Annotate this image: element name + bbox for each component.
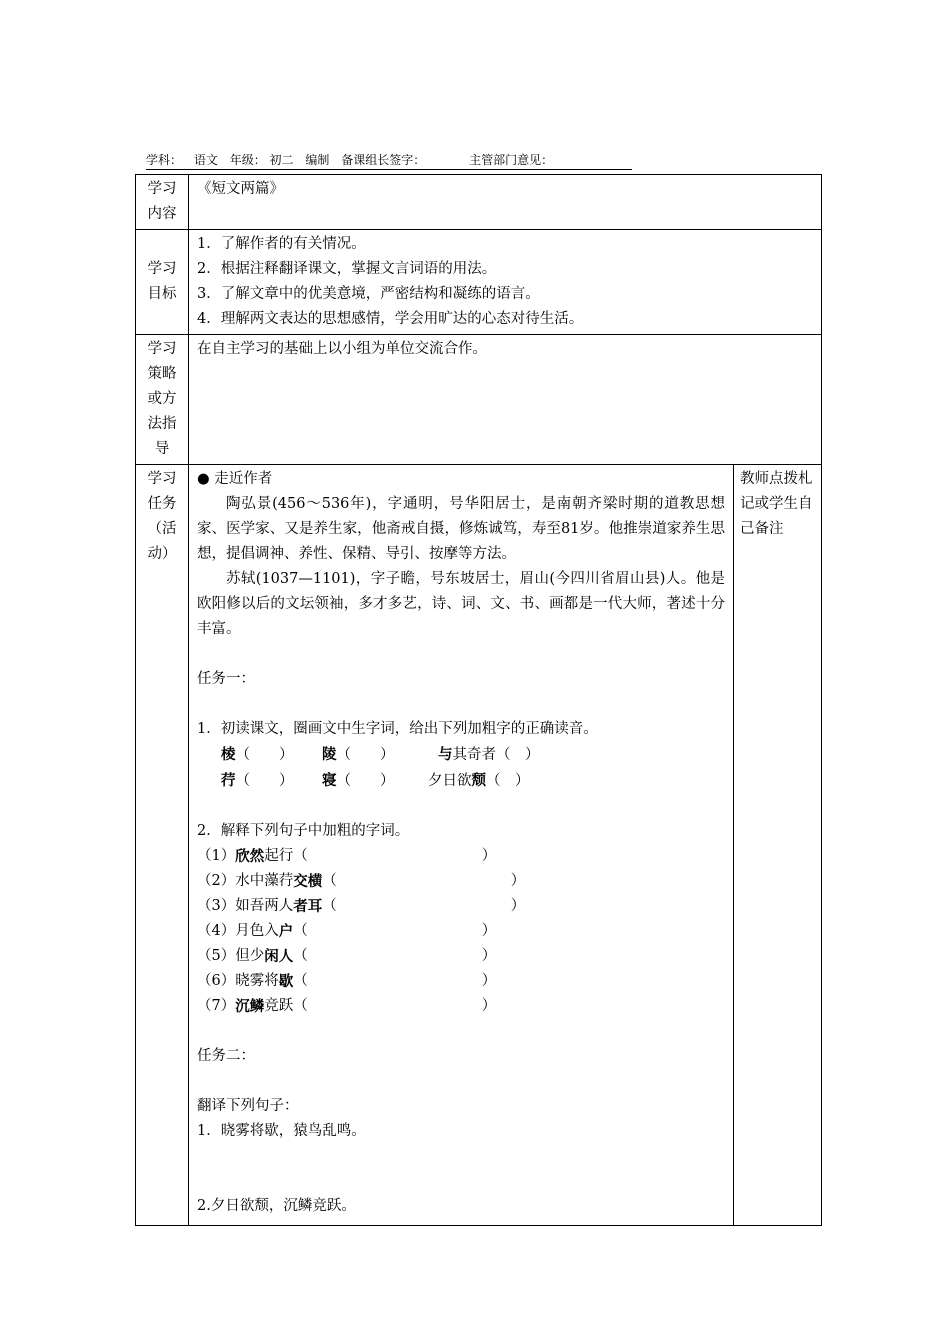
pron-item: 陵（ ） [322,746,395,763]
translate-item-2: 2.夕日欲颓，沉鳞竞跃。 [197,1198,356,1214]
label-line: 法指 [147,416,177,432]
grade-label: 年级： [229,153,266,167]
task1-question2: 2．解释下列句子中加粗的字词。 [197,823,410,839]
label-line: （活 [147,521,177,537]
pron-item: 荇（ ） [221,772,294,789]
explain-item: （2） 水中藻荇 交横 （ ） [197,873,526,890]
label-line: 任务 [147,496,177,512]
label-line: 学习 [147,181,177,197]
row-goals [136,230,822,335]
content-cell [189,175,822,230]
label-strategy [136,335,189,465]
goal-item: 2．根据注释翻译课文，掌握文言词语的用法。 [197,261,497,277]
row-tasks [136,465,822,1226]
goal-item: 1．了解作者的有关情况。 [197,236,366,252]
goal-item: 3．了解文章中的优美意境，严密结构和凝练的语言。 [197,286,540,302]
grade-value: 初二 [269,153,294,167]
row-strategy [136,335,822,465]
pron-item: 寝（ ） [322,772,395,789]
notes-label: 教师点拨札记或学生自己备注 [740,471,813,537]
explain-item: （5） 但少 闲人 （ ） [197,948,497,965]
label-line: 策略 [147,366,177,382]
goal-item: 4．理解两文表达的思想感情，学会用旷达的心态对待生活。 [197,311,584,327]
page-header [146,152,632,170]
author-bio-su: 苏轼(1037—1101)，字子瞻，号东坡居士，眉山(今四川省眉山县)人。他是欧阳修以后的文坛领袖，多才多艺，诗、词、文、书、画都是一代大师，著述十分丰富。 [197,571,725,637]
lesson-title: 《短文两篇》 [197,181,284,197]
label-goals [136,230,189,335]
label-tasks [136,465,189,1226]
lesson-plan-table [135,174,822,1226]
subject-value: 语文 [193,153,218,167]
label-line: 学习 [147,341,177,357]
label-line: 动） [147,546,177,562]
label-content [136,175,189,230]
dept-opinion-label: 主管部门意见： [469,153,554,167]
pronunciation-row [197,742,725,768]
task1-title: 任务一： [197,671,255,687]
group-sign-label: 备课组长签字： [341,153,426,167]
pron-item: 夕日欲颓（ ） [428,772,530,789]
label-line: 导 [154,441,170,457]
author-heading: ● 走近作者 [197,471,273,487]
label-line: 内容 [147,206,177,222]
notes-cell [734,465,822,1226]
explain-item: （3） 如吾两人 者耳 （ ） [197,898,526,915]
explain-item: （7） 沉鳞 竞跃 （ ） [197,998,497,1015]
label-line: 或方 [147,391,177,407]
explain-item: （6） 晓雾将 歇 （ ） [197,973,497,990]
label-line: 学习 [147,471,177,487]
strategy-text: 在自主学习的基础上以小组为单位交流合作。 [197,341,487,357]
author-bio-tao: 陶弘景(456～536年)，字通明，号华阳居士，是南朝齐梁时期的道教思想家、医学家、又是养生家，他斋戒自摄，修炼诚笃，寿至81岁。他推崇道家养生思想，提倡调神、养性、保精、导引、按摩等方法。 [197,496,725,562]
row-content [136,175,822,230]
pron-item: 与其奇者（ ） [438,746,540,763]
goals-cell [189,230,822,335]
label-line: 学习 [147,261,177,277]
task2-title: 任务二： [197,1048,255,1064]
pron-item: 棱（ ） [221,746,294,763]
explain-item: （1） 欣然 起行 （ ） [197,848,497,865]
task1-question1: 1．初读课文，圈画文中生字词，给出下列加粗字的正确读音。 [197,721,598,737]
task2-intro: 翻译下列句子： [197,1098,299,1114]
pronunciation-row [197,768,725,794]
editor-label: 编制 [305,153,330,167]
label-line: 目标 [147,286,177,302]
explain-item: （4） 月色入 户 （ ） [197,923,497,940]
strategy-cell [189,335,822,465]
tasks-cell [189,465,734,1226]
translate-item-1: 1．晓雾将歇，猿鸟乱鸣。 [197,1123,366,1139]
subject-label: 学科： [146,153,183,167]
